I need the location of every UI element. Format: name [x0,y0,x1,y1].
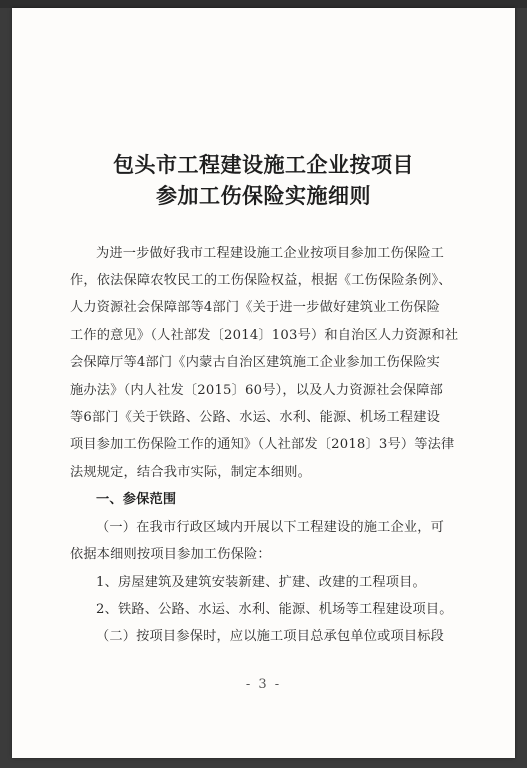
section-heading: 一、参保范围 [96,492,177,507]
paragraph-line: 项目参加工伤保险工作的通知》（人社部发〔2018〕3号）等法律 [70,437,455,452]
paragraph-line: 工作的意见》（人社部发〔2014〕103号）和自治区人力资源和社 [70,328,459,343]
paragraph-line: 法规规定，结合我市实际，制定本细则。 [70,465,311,480]
paragraph-line: 施办法》（内人社发〔2015〕60号），以及人力资源社会保障部 [70,383,444,398]
document-title-line-1: 包头市工程建设施工企业按项目 [113,152,414,177]
document-title-line-2: 参加工伤保险实施细则 [156,183,371,208]
paragraph-line: 人力资源社会保障部等4部门《关于进一步做好建筑业工伤保险 [70,300,441,315]
paragraph-line: （一）在我市行政区域内开展以下工程建设的施工企业，可 [96,520,445,535]
document-page [12,8,515,758]
viewer-top-bar [0,0,527,8]
paragraph-line: 依据本细则按项目参加工伤保险： [70,547,271,562]
list-item: 2、铁路、公路、水运、水利、能源、机场等工程建设项目。 [96,602,453,617]
paragraph-line: （二）按项目参保时，应以施工项目总承包单位或项目标段 [96,629,445,644]
paragraph-line: 作，依法保障农牧民工的工伤保险权益，根据《工伤保险条例》、 [70,273,452,288]
paragraph-line: 等6部门《关于铁路、公路、水运、水利、能源、机场工程建设 [70,410,441,425]
list-item: 1、房屋建筑及建筑安装新建、扩建、改建的工程项目。 [96,575,426,590]
page-number: - 3 - [245,677,282,692]
paragraph-line: 为进一步做好我市工程建设施工企业按项目参加工伤保险工 [96,246,445,261]
paragraph-line: 会保障厅等4部门《内蒙古自治区建筑施工企业参加工伤保险实 [70,355,441,370]
